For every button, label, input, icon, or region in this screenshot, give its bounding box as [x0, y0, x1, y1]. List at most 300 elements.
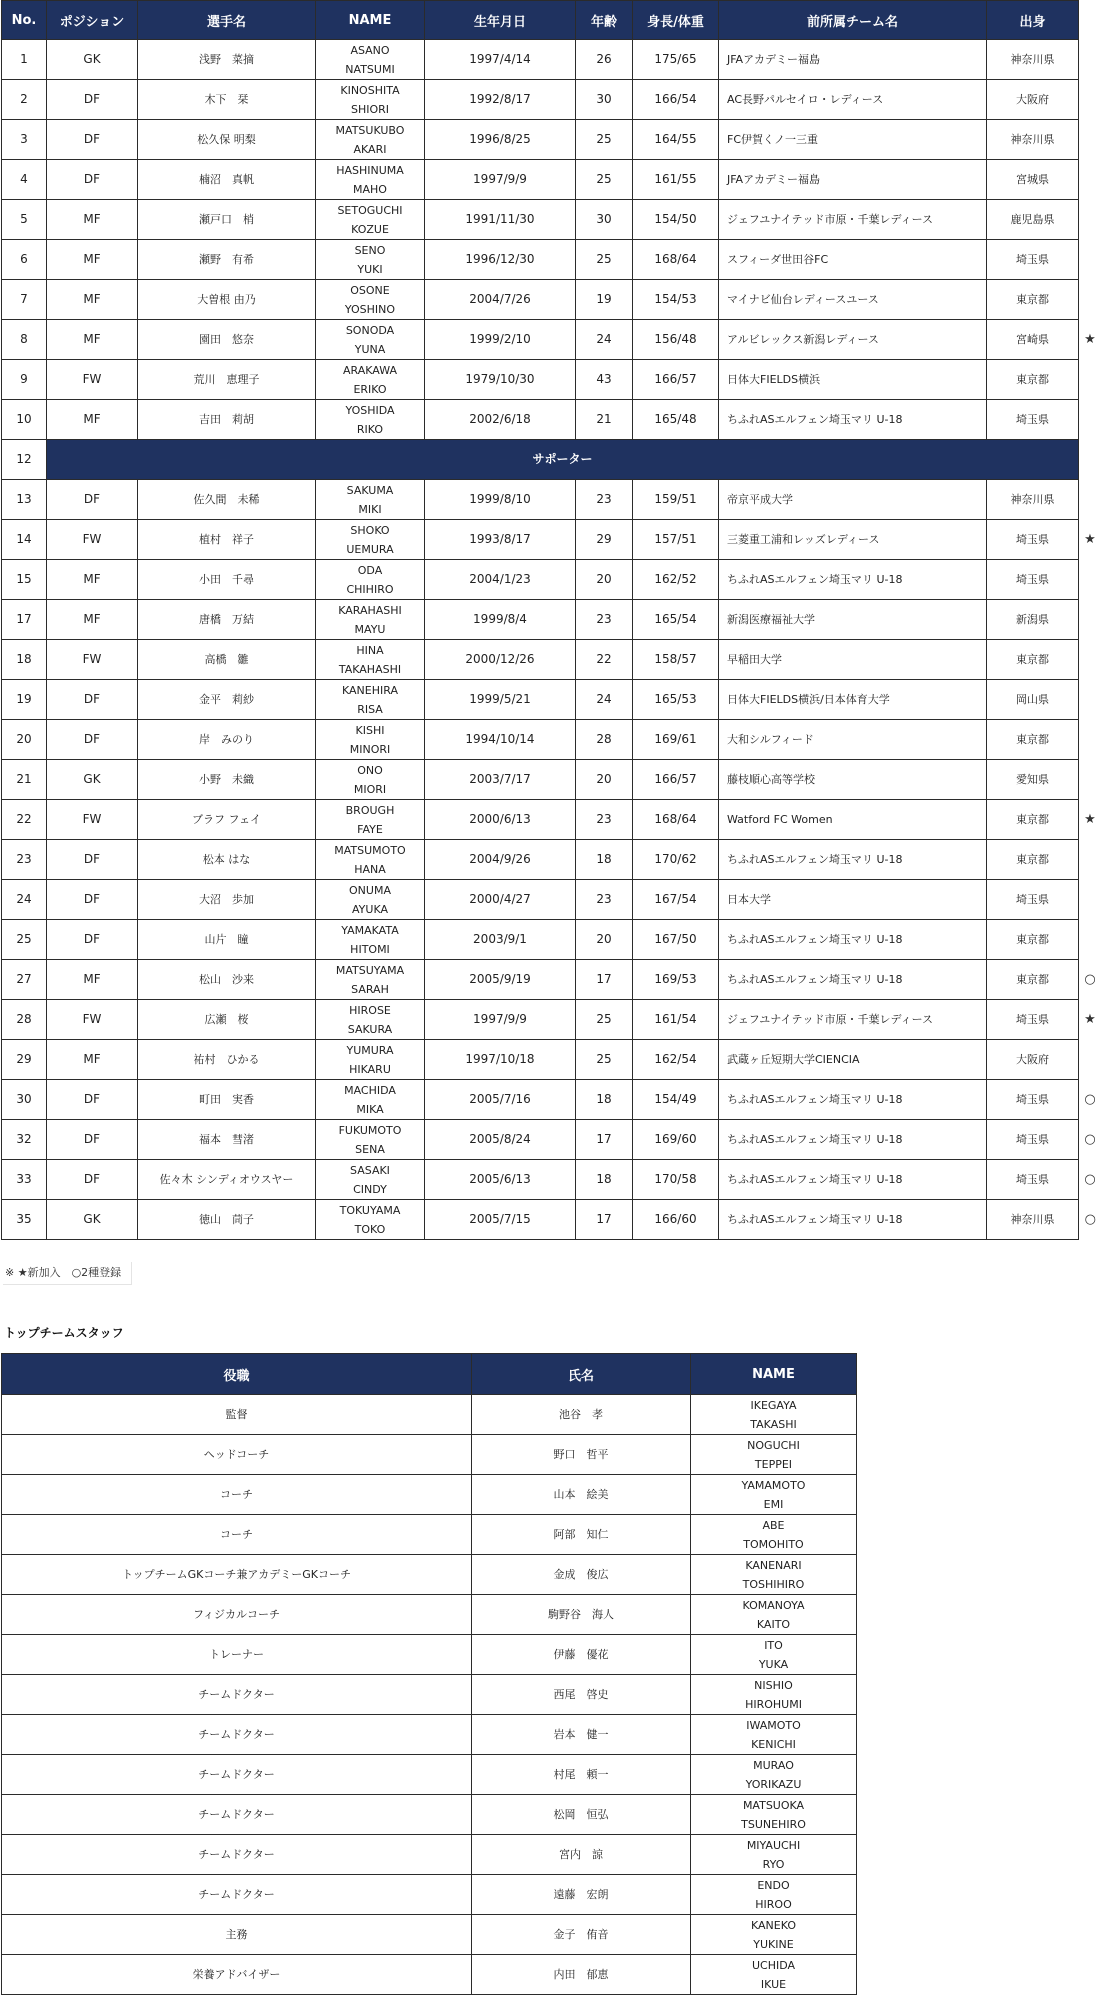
- staff-name-en-line1: KANENARI: [745, 1558, 802, 1572]
- player-birthdate: 2005/8/24: [425, 1120, 576, 1160]
- staff-role: チームドクター: [2, 1875, 472, 1915]
- player-birthdate: 2004/9/26: [425, 840, 576, 880]
- staff-name-en-line1: MIYAUCHI: [746, 1838, 801, 1852]
- staff-row: [2, 1515, 857, 1555]
- player-name-ja: 園田 悠奈: [138, 320, 316, 360]
- player-name-ja: 佐久間 未稀: [138, 480, 316, 520]
- player-birthdate: 2004/7/26: [425, 280, 576, 320]
- player-position: FW: [47, 360, 138, 400]
- staff-body: [2, 1395, 857, 1995]
- staff-name-ja: 松岡 恒弘: [472, 1795, 691, 1835]
- player-previous-team: ちふれASエルフェン埼玉マリ U-18: [719, 1160, 987, 1200]
- player-height-weight: 165/53: [633, 680, 719, 720]
- player-number: 28: [2, 1000, 47, 1040]
- player-age: 20: [576, 760, 633, 800]
- player-position: MF: [47, 280, 138, 320]
- player-mark: [1079, 80, 1102, 120]
- player-hometown: 埼玉県: [987, 880, 1079, 920]
- player-name-en-line1: SONODA: [345, 323, 395, 337]
- player-name-en: [316, 120, 425, 160]
- player-position: DF: [47, 1160, 138, 1200]
- staff-row: [2, 1475, 857, 1515]
- player-position: FW: [47, 800, 138, 840]
- staff-role: チームドクター: [2, 1675, 472, 1715]
- staff-section-title: トップチームスタッフ: [4, 1326, 124, 1340]
- roster-header-row: [2, 1, 1102, 40]
- player-number: 5: [2, 200, 47, 240]
- staff-row: [2, 1875, 857, 1915]
- staff-name-ja: 野口 哲平: [472, 1435, 691, 1475]
- player-height-weight: 175/65: [633, 40, 719, 80]
- legend-note: ※ ★新加入 ○2種登録: [3, 1262, 132, 1285]
- player-name-en-line2: HIKARU: [349, 1062, 391, 1076]
- staff-name-en-line1: IKEGAYA: [750, 1398, 797, 1412]
- player-age: 23: [576, 800, 633, 840]
- player-hometown: 東京都: [987, 800, 1079, 840]
- player-number: 25: [2, 920, 47, 960]
- player-hometown: 岡山県: [987, 680, 1079, 720]
- player-birthdate: 1996/8/25: [425, 120, 576, 160]
- player-name-en: [316, 1160, 425, 1200]
- staff-role: コーチ: [2, 1475, 472, 1515]
- player-name-ja: 松久保 明梨: [138, 120, 316, 160]
- player-birthdate: 1993/8/17: [425, 520, 576, 560]
- player-hometown: 宮崎県: [987, 320, 1079, 360]
- player-previous-team: 武蔵ヶ丘短期大学CIENCIA: [719, 1040, 987, 1080]
- player-row: [2, 1040, 1102, 1080]
- player-number: 13: [2, 480, 47, 520]
- staff-row: [2, 1435, 857, 1475]
- header-position: ポジション: [47, 1, 138, 40]
- player-mark: [1079, 680, 1102, 720]
- player-number: 27: [2, 960, 47, 1000]
- staff-name-en-line2: RYO: [762, 1857, 785, 1871]
- staff-name-en-line1: NISHIO: [754, 1678, 793, 1692]
- player-name-en-line2: KOZUE: [351, 222, 389, 236]
- player-position: MF: [47, 200, 138, 240]
- player-position: DF: [47, 840, 138, 880]
- player-birthdate: 2000/4/27: [425, 880, 576, 920]
- player-number: 2: [2, 80, 47, 120]
- player-name-en-line2: MINORI: [349, 742, 391, 756]
- player-age: 20: [576, 560, 633, 600]
- player-previous-team: JFAアカデミー福島: [719, 40, 987, 80]
- player-position: DF: [47, 680, 138, 720]
- player-name-en-line1: BROUGH: [345, 803, 395, 817]
- section-label: サポーター: [47, 440, 1079, 480]
- player-name-ja: 小野 未織: [138, 760, 316, 800]
- player-mark: ○: [1084, 1212, 1096, 1227]
- player-age: 25: [576, 120, 633, 160]
- staff-name-ja: 池谷 孝: [472, 1395, 691, 1435]
- player-height-weight: 166/54: [633, 80, 719, 120]
- player-position: DF: [47, 1120, 138, 1160]
- player-name-ja: 高橋 雛: [138, 640, 316, 680]
- player-age: 24: [576, 680, 633, 720]
- staff-name-en-line1: ENDO: [757, 1878, 790, 1892]
- player-previous-team: 大和シルフィード: [719, 720, 987, 760]
- player-hometown: 鹿児島県: [987, 200, 1079, 240]
- player-birthdate: 1997/10/18: [425, 1040, 576, 1080]
- player-position: GK: [47, 40, 138, 80]
- player-name-en-line1: HIROSE: [349, 1003, 391, 1017]
- player-name-en: [316, 360, 425, 400]
- player-name-en-line2: HANA: [354, 862, 386, 876]
- staff-name-en-line2: YUKA: [758, 1657, 789, 1671]
- staff-name-en: [691, 1595, 857, 1635]
- player-mark: ★: [1084, 332, 1096, 347]
- player-height-weight: 170/58: [633, 1160, 719, 1200]
- player-name-ja: 金平 莉紗: [138, 680, 316, 720]
- player-name-en: [316, 160, 425, 200]
- player-age: 43: [576, 360, 633, 400]
- player-mark: [1079, 480, 1102, 520]
- player-age: 25: [576, 240, 633, 280]
- player-height-weight: 170/62: [633, 840, 719, 880]
- player-name-ja: ブラフ フェイ: [138, 800, 316, 840]
- player-number: 8: [2, 320, 47, 360]
- player-mark: ★: [1084, 1012, 1096, 1027]
- player-number: 14: [2, 520, 47, 560]
- player-row: [2, 160, 1102, 200]
- player-number: 21: [2, 760, 47, 800]
- player-name-ja: 荒川 恵理子: [138, 360, 316, 400]
- staff-row: [2, 1675, 857, 1715]
- player-position: DF: [47, 920, 138, 960]
- player-previous-team: 帝京平成大学: [719, 480, 987, 520]
- player-position: GK: [47, 760, 138, 800]
- player-age: 30: [576, 80, 633, 120]
- player-hometown: 埼玉県: [987, 400, 1079, 440]
- player-birthdate: 2005/6/13: [425, 1160, 576, 1200]
- staff-name-ja: 岩本 健一: [472, 1715, 691, 1755]
- header-no: No.: [2, 1, 47, 40]
- player-number: 9: [2, 360, 47, 400]
- player-number: 17: [2, 600, 47, 640]
- header-birthdate: 生年月日: [425, 1, 576, 40]
- player-name-en-line2: SHIORI: [350, 102, 390, 116]
- player-position: DF: [47, 880, 138, 920]
- player-position: MF: [47, 600, 138, 640]
- player-name-en: [316, 1000, 425, 1040]
- header-age: 年齢: [576, 1, 633, 40]
- player-name-ja: 広瀬 桜: [138, 1000, 316, 1040]
- header-role: 役職: [2, 1354, 472, 1395]
- player-height-weight: 161/54: [633, 1000, 719, 1040]
- player-number: 10: [2, 400, 47, 440]
- player-previous-team: 新潟医療福祉大学: [719, 600, 987, 640]
- player-mark: [1079, 240, 1102, 280]
- player-row: [2, 800, 1102, 840]
- player-row: [2, 920, 1102, 960]
- player-previous-team: ジェフユナイテッド市原・千葉レディース: [719, 200, 987, 240]
- player-row: [2, 640, 1102, 680]
- player-previous-team: ちふれASエルフェン埼玉マリ U-18: [719, 1120, 987, 1160]
- player-mark: ○: [1084, 972, 1096, 987]
- player-name-en-line2: YUNA: [354, 342, 386, 356]
- player-height-weight: 167/54: [633, 880, 719, 920]
- player-name-en-line2: RIKO: [356, 422, 384, 436]
- header-height-weight: 身長/体重: [633, 1, 719, 40]
- header-hometown: 出身: [987, 1, 1079, 40]
- player-birthdate: 2004/1/23: [425, 560, 576, 600]
- staff-name-en-line1: YAMAMOTO: [741, 1478, 806, 1492]
- player-name-en: [316, 280, 425, 320]
- player-birthdate: 1999/2/10: [425, 320, 576, 360]
- player-age: 18: [576, 840, 633, 880]
- staff-name-en-line2: TOMOHITO: [743, 1537, 804, 1551]
- player-number: 20: [2, 720, 47, 760]
- player-hometown: 東京都: [987, 840, 1079, 880]
- player-age: 18: [576, 1160, 633, 1200]
- player-name-en: [316, 1040, 425, 1080]
- player-name-en-line1: HASHINUMA: [336, 163, 404, 177]
- player-name-en: [316, 40, 425, 80]
- player-mark: [1079, 640, 1102, 680]
- player-age: 25: [576, 1000, 633, 1040]
- player-name-en-line2: HITOMI: [350, 942, 390, 956]
- player-name-ja: 徳山 茼子: [138, 1200, 316, 1240]
- player-row: [2, 40, 1102, 80]
- staff-row: [2, 1715, 857, 1755]
- player-name-en-line2: CHIHIRO: [346, 582, 394, 596]
- player-birthdate: 1991/11/30: [425, 200, 576, 240]
- player-hometown: 神奈川県: [987, 1200, 1079, 1240]
- player-age: 25: [576, 160, 633, 200]
- player-previous-team: ちふれASエルフェン埼玉マリ U-18: [719, 840, 987, 880]
- staff-name-en-line1: ABE: [762, 1518, 785, 1532]
- player-mark: [1079, 160, 1102, 200]
- player-age: 28: [576, 720, 633, 760]
- player-name-en-line2: AYUKA: [352, 902, 388, 916]
- player-previous-team: 日体大FIELDS横浜: [719, 360, 987, 400]
- player-height-weight: 168/64: [633, 800, 719, 840]
- player-name-en-line2: MIORI: [353, 782, 387, 796]
- player-mark: [1079, 200, 1102, 240]
- staff-name-en-line1: KANEKO: [751, 1918, 796, 1932]
- staff-name-en: [691, 1915, 857, 1955]
- player-name-en-line2: TOKO: [354, 1222, 386, 1236]
- staff-name-ja: 村尾 頼一: [472, 1755, 691, 1795]
- staff-name-en-line1: MATSUOKA: [742, 1798, 805, 1812]
- player-number: 22: [2, 800, 47, 840]
- player-age: 20: [576, 920, 633, 960]
- player-previous-team: ちふれASエルフェン埼玉マリ U-18: [719, 1200, 987, 1240]
- staff-name-en-line2: YUKINE: [753, 1937, 794, 1951]
- player-birthdate: 2005/9/19: [425, 960, 576, 1000]
- player-mark: ○: [1084, 1132, 1096, 1147]
- player-name-en-line2: NATSUMI: [345, 62, 395, 76]
- player-name-en-line1: SASAKI: [350, 1163, 390, 1177]
- player-position: DF: [47, 160, 138, 200]
- player-position: DF: [47, 720, 138, 760]
- staff-role: チームドクター: [2, 1795, 472, 1835]
- player-name-en-line2: SENA: [355, 1142, 385, 1156]
- player-row: [2, 760, 1102, 800]
- player-name-ja: 瀬野 有希: [138, 240, 316, 280]
- staff-role: チームドクター: [2, 1755, 472, 1795]
- player-height-weight: 165/48: [633, 400, 719, 440]
- player-name-en-line1: FUKUMOTO: [338, 1123, 402, 1137]
- player-previous-team: 日体大FIELDS横浜/日本体育大学: [719, 680, 987, 720]
- player-number: 15: [2, 560, 47, 600]
- player-name-ja: 大曽根 由乃: [138, 280, 316, 320]
- player-position: DF: [47, 120, 138, 160]
- player-name-en: [316, 640, 425, 680]
- player-name-en-line2: AKARI: [353, 142, 387, 156]
- player-birthdate: 2000/12/26: [425, 640, 576, 680]
- staff-name-ja: 内田 郁恵: [472, 1955, 691, 1995]
- player-name-en-line1: HINA: [356, 643, 384, 657]
- player-name-ja: 浅野 菜摘: [138, 40, 316, 80]
- player-name-en: [316, 600, 425, 640]
- staff-row: [2, 1555, 857, 1595]
- player-name-en: [316, 200, 425, 240]
- staff-name-en-line1: NOGUCHI: [747, 1438, 800, 1452]
- player-name-ja: 吉田 莉胡: [138, 400, 316, 440]
- player-age: 24: [576, 320, 633, 360]
- player-mark: [1079, 760, 1102, 800]
- player-name-en-line2: UEMURA: [346, 542, 394, 556]
- staff-role: トレーナー: [2, 1635, 472, 1675]
- staff-name-ja: 阿部 知仁: [472, 1515, 691, 1555]
- staff-name-ja: 西尾 啓史: [472, 1675, 691, 1715]
- player-name-ja: 祐村 ひかる: [138, 1040, 316, 1080]
- player-name-en-line2: YOSHINO: [344, 302, 396, 316]
- player-name-en-line1: KISHI: [355, 723, 385, 737]
- player-age: 30: [576, 200, 633, 240]
- player-previous-team: ちふれASエルフェン埼玉マリ U-18: [719, 960, 987, 1000]
- player-mark: [1079, 280, 1102, 320]
- player-hometown: 埼玉県: [987, 1080, 1079, 1120]
- player-position: DF: [47, 80, 138, 120]
- player-row: [2, 600, 1102, 640]
- player-row: [2, 120, 1102, 160]
- player-name-en: [316, 960, 425, 1000]
- staff-name-en: [691, 1555, 857, 1595]
- player-previous-team: ちふれASエルフェン埼玉マリ U-18: [719, 1080, 987, 1120]
- player-height-weight: 158/57: [633, 640, 719, 680]
- player-name-en-line1: ARAKAWA: [343, 363, 397, 377]
- player-position: MF: [47, 560, 138, 600]
- player-height-weight: 169/60: [633, 1120, 719, 1160]
- player-height-weight: 169/53: [633, 960, 719, 1000]
- player-name-ja: 大沼 歩加: [138, 880, 316, 920]
- player-age: 26: [576, 40, 633, 80]
- player-birthdate: 2002/6/18: [425, 400, 576, 440]
- player-name-en: [316, 840, 425, 880]
- player-number: 23: [2, 840, 47, 880]
- player-position: GK: [47, 1200, 138, 1240]
- player-position: DF: [47, 480, 138, 520]
- staff-name-en-line2: EMI: [763, 1497, 784, 1511]
- player-birthdate: 1999/8/10: [425, 480, 576, 520]
- player-hometown: 東京都: [987, 720, 1079, 760]
- player-row: [2, 960, 1102, 1000]
- player-previous-team: ジェフユナイテッド市原・千葉レディース: [719, 1000, 987, 1040]
- player-mark: [1079, 840, 1102, 880]
- player-name-en-line1: ASANO: [350, 43, 390, 57]
- player-hometown: 東京都: [987, 960, 1079, 1000]
- player-mark: [1079, 120, 1102, 160]
- player-age: 22: [576, 640, 633, 680]
- player-mark: [1079, 920, 1102, 960]
- player-hometown: 神奈川県: [987, 40, 1079, 80]
- player-row: [2, 480, 1102, 520]
- player-age: 23: [576, 600, 633, 640]
- player-mark: [1079, 560, 1102, 600]
- player-birthdate: 2005/7/16: [425, 1080, 576, 1120]
- player-height-weight: 164/55: [633, 120, 719, 160]
- player-position: FW: [47, 640, 138, 680]
- staff-name-en-line2: TSUNEHIRO: [741, 1817, 806, 1831]
- staff-role: 監督: [2, 1395, 472, 1435]
- staff-name-ja: 伊藤 優花: [472, 1635, 691, 1675]
- player-mark: ○: [1084, 1172, 1096, 1187]
- player-name-en-line1: SAKUMA: [346, 483, 394, 497]
- player-birthdate: 1992/8/17: [425, 80, 576, 120]
- staff-row: [2, 1755, 857, 1795]
- player-name-ja: 山片 瞳: [138, 920, 316, 960]
- player-height-weight: 166/57: [633, 760, 719, 800]
- player-name-ja: 松本 はな: [138, 840, 316, 880]
- player-birthdate: 1997/9/9: [425, 160, 576, 200]
- player-number: 33: [2, 1160, 47, 1200]
- player-birthdate: 2005/7/15: [425, 1200, 576, 1240]
- player-row: [2, 840, 1102, 880]
- player-age: 17: [576, 1200, 633, 1240]
- player-name-en: [316, 800, 425, 840]
- player-row: [2, 720, 1102, 760]
- staff-name-en: [691, 1395, 857, 1435]
- player-height-weight: 154/50: [633, 200, 719, 240]
- staff-role: コーチ: [2, 1515, 472, 1555]
- player-row: [2, 320, 1102, 360]
- player-hometown: 埼玉県: [987, 1000, 1079, 1040]
- player-hometown: 神奈川県: [987, 120, 1079, 160]
- player-row: [2, 680, 1102, 720]
- player-name-en-line2: RISA: [357, 702, 383, 716]
- player-row: [2, 80, 1102, 120]
- player-mark: [1079, 400, 1102, 440]
- player-mark: ★: [1084, 532, 1096, 547]
- header-staff-name-en: NAME: [691, 1354, 857, 1395]
- player-birthdate: 2000/6/13: [425, 800, 576, 840]
- staff-row: [2, 1595, 857, 1635]
- player-hometown: 埼玉県: [987, 240, 1079, 280]
- player-name-en-line1: KINOSHITA: [340, 83, 400, 97]
- staff-name-en: [691, 1715, 857, 1755]
- staff-name-en: [691, 1755, 857, 1795]
- player-previous-team: FC伊賀くノ一三重: [719, 120, 987, 160]
- player-number: 29: [2, 1040, 47, 1080]
- player-age: 18: [576, 1080, 633, 1120]
- staff-name-ja: 金子 侑音: [472, 1915, 691, 1955]
- player-height-weight: 167/50: [633, 920, 719, 960]
- player-name-en-line1: ODA: [357, 563, 383, 577]
- staff-name-en-line1: ITO: [764, 1638, 783, 1652]
- staff-name-en-line1: UCHIDA: [751, 1958, 796, 1972]
- player-height-weight: 154/53: [633, 280, 719, 320]
- player-age: 19: [576, 280, 633, 320]
- staff-name-en-line2: IKUE: [760, 1977, 787, 1991]
- player-birthdate: 1979/10/30: [425, 360, 576, 400]
- player-previous-team: 三菱重工浦和レッズレディース: [719, 520, 987, 560]
- staff-name-en-line2: TOSHIHIRO: [742, 1577, 805, 1591]
- player-name-en: [316, 760, 425, 800]
- player-previous-team: 日本大学: [719, 880, 987, 920]
- player-age: 29: [576, 520, 633, 560]
